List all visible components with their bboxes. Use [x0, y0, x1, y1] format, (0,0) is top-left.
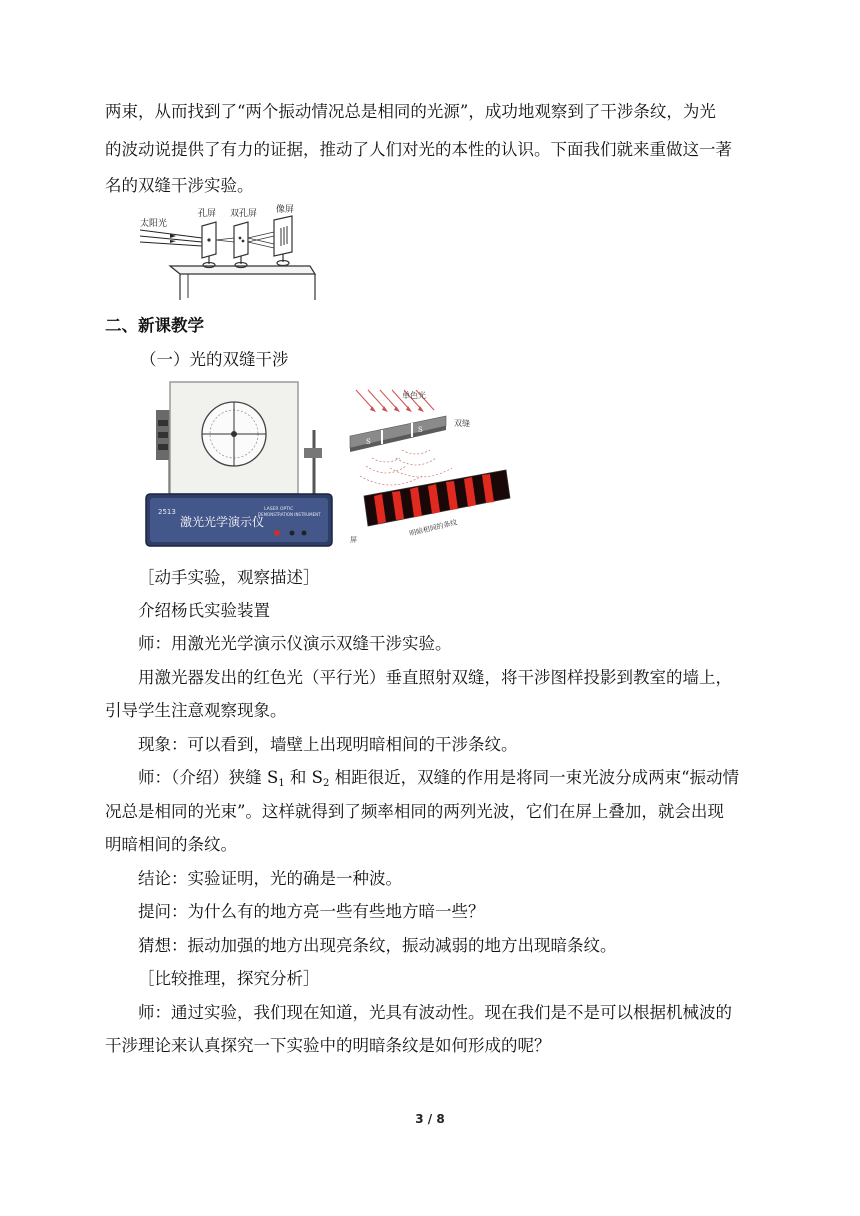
section-heading: 二、新课教学 — [105, 316, 204, 335]
para-conclusion: 结论：实验证明，光的确是一种波。 — [138, 869, 402, 888]
label-fringes: 明暗相间的条纹 — [408, 518, 459, 538]
label-double-hole-screen: 双孔屏 — [230, 209, 258, 219]
section-subheading: （一）光的双缝干涉 — [140, 350, 289, 369]
para-slits-line2: 况总是相同的光束”。这样就得到了频率相同的两列光波，它们在屏上叠加，就会出现 — [105, 802, 724, 821]
label-hole-screen: 孔屏 — [198, 209, 217, 219]
para-laser-line2: 引导学生注意观察现象。 — [105, 701, 287, 720]
para-hands-on: ［动手实验，观察描述］ — [138, 568, 320, 587]
para-phenomenon: 现象：可以看到，墙壁上出现明暗相间的干涉条纹。 — [138, 735, 518, 754]
intro-line-2: 的波动说提供了有力的证据，推动了人们对光的本性的认识。下面我们就来重做这一著 — [105, 140, 732, 159]
young-experiment-sketch — [140, 204, 320, 300]
para-slits-line1: 师：（介绍）狭缝 $S_1$ 和 $S_2$ 相距很近，双缝的作用是将同一束光波分成两束“振动情 — [138, 768, 740, 789]
label-sunlight: 太阳光 — [140, 219, 168, 229]
label-image-screen: 像屏 — [276, 205, 295, 215]
laser-optics-demonstrator-photo — [144, 380, 334, 548]
label-monochromatic: 单色光 — [402, 391, 426, 400]
label-s1: S — [366, 438, 371, 446]
para-question: 提问：为什么有的地方亮一些有些地方暗一些？ — [138, 902, 485, 921]
intro-line-1: 两束，从而找到了“两个振动情况总是相同的光源”，成功地观察到了干涉条纹，为光 — [105, 102, 716, 121]
para-wave-line2: 干涉理论来认真探究一下实验中的明暗条纹是如何形成的呢？ — [105, 1036, 551, 1055]
label-screen: 屏 — [350, 536, 357, 544]
intro-line-3: 名的双缝干涉实验。 — [105, 176, 254, 195]
device-name: 激光光学演示仪 — [180, 515, 265, 529]
device-english-line1: LASER OPTIC — [264, 507, 294, 512]
para-slits-line3: 明暗相间的条纹。 — [105, 835, 237, 854]
para-hypothesis: 猜想：振动加强的地方出现亮条纹，振动减弱的地方出现暗条纹。 — [138, 936, 617, 955]
para-teacher-demo: 师：用激光光学演示仪演示双缝干涉实验。 — [138, 634, 452, 653]
label-double-slit: 双缝 — [454, 419, 470, 428]
para-laser-line1: 用激光器发出的红色光（平行光）垂直照射双缝，将干涉图样投影到教室的墙上， — [138, 668, 732, 687]
para-compare-reason: ［比较推理，探究分析］ — [138, 969, 320, 988]
double-slit-diagram — [346, 386, 518, 544]
device-number: 2513 — [158, 508, 176, 516]
device-english-line2: DEMONSTRATION INSTRUMENT — [258, 512, 321, 517]
page-number: 3 / 8 — [415, 1112, 445, 1126]
para-intro-device: 介绍杨氏实验装置 — [138, 601, 270, 620]
label-s2: S — [418, 426, 423, 434]
para-wave-line1: 师：通过实验，我们现在知道，光具有波动性。现在我们是不是可以根据机械波的 — [138, 1003, 732, 1022]
